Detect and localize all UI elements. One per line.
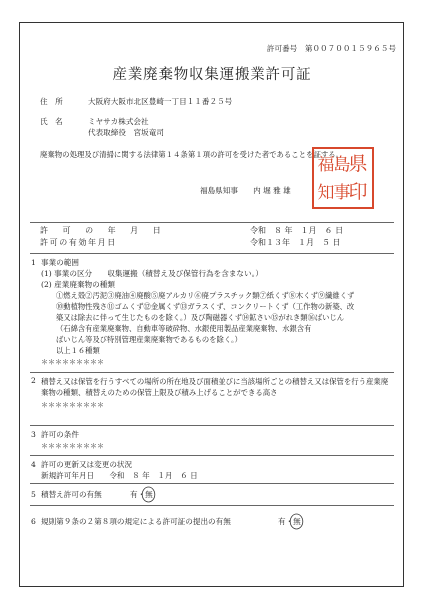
section1-heading: 事業の範囲	[41, 258, 79, 267]
section6-number: 6	[31, 517, 36, 526]
divider-section5	[30, 483, 394, 484]
issue-date-value: 令和 ８ 年 １月 ６ 日	[250, 226, 344, 235]
section3-heading: 許可の条件	[41, 430, 79, 439]
waste-types-heading: (2) 産業廃棄物の種類	[41, 280, 115, 289]
waste-types-total: 以上１６種類	[56, 346, 100, 355]
waste-types-line-1: ①燃え殻②汚泥③廃油④廃酸⑤廃アルカリ⑥廃プラスチック類⑦紙くず⑧木くず⑨繊維くず	[56, 291, 355, 300]
section5-number: 5	[31, 490, 36, 499]
company-name: ミヤサカ株式会社	[88, 117, 149, 126]
divider-section3	[30, 425, 394, 426]
transshipment-permission-label: 積替え許可の有無	[41, 490, 102, 499]
section4-heading: 許可の更新又は変更の状況	[41, 460, 133, 469]
section2-text: 積替え又は保管を行うすべての場所の所在地及び面積並びに当該場所ごとの積替え又は保管を行う産業廃棄物の種類、積替えのための保管上限及び積み上げることができる高さ	[41, 377, 389, 397]
section2-number: 2	[31, 376, 36, 385]
permit-number: 許可番号 第００７００１５９６５号	[266, 44, 396, 53]
section3-mask: ＊＊＊＊＊＊＊＊＊	[41, 442, 104, 450]
waste-types-line-3: 築又は除去に伴って生じたものを除く。）及び陶磁器くず⑭鉱さい⑮がれき類⑯ばいじん	[56, 313, 345, 322]
divider-section2	[30, 372, 394, 373]
svg-text:県: 県	[348, 153, 368, 175]
certificate-submission-label: 規則第９条の２第８項の規定による許可証の提出の有無	[41, 517, 231, 526]
business-category: (1) 事業の区分 収集運搬（積替え及び保管行為を含まない。）	[41, 269, 263, 278]
certification-statement: 廃棄物の処理及び清掃に関する法律第１４条第１項の許可を受けた者であることを証する。	[40, 150, 344, 159]
address-label: 住 所	[40, 97, 63, 106]
svg-text:印: 印	[348, 181, 368, 203]
expiry-date-value: 令和１３年 １月 ５ 日	[250, 238, 341, 247]
certificate-submission-value: 有・無	[278, 517, 301, 526]
address-value: 大阪府大阪市北区豊崎一丁目１１番２５号	[88, 97, 233, 106]
issue-date-label: 許 可 の 年 月 日	[40, 226, 167, 235]
issuer-title: 福島県知事 内 堀 雅 雄	[200, 186, 291, 195]
waste-types-line-5: ばいじん等及び特別管理産業廃棄物であるものを除く。）	[56, 335, 242, 344]
transshipment-permission-value: 有・無	[130, 490, 153, 499]
name-label: 氏 名	[40, 117, 63, 126]
svg-text:島: 島	[333, 155, 351, 175]
divider-section6	[30, 505, 394, 506]
svg-text:福: 福	[317, 155, 335, 175]
selected-circle-icon	[141, 486, 156, 503]
divider-section4	[30, 455, 394, 456]
waste-types-line-4: （石綿含有産業廃棄物、自動車等破砕物、水銀使用製品産業廃棄物、水銀含有	[56, 324, 312, 333]
svg-text:知: 知	[317, 183, 335, 203]
official-seal-icon	[311, 146, 375, 210]
section1-number: 1	[31, 258, 36, 267]
section2-mask: ＊＊＊＊＊＊＊＊＊	[41, 401, 104, 409]
certificate-title: 産業廃棄物収集運搬業許可証	[112, 67, 312, 83]
divider-top	[30, 222, 394, 223]
selected-circle-icon	[289, 513, 304, 530]
section3-number: 3	[31, 430, 36, 439]
new-permit-date: 新規許可年月日 令和 ８ 年 １月 ６ 日	[41, 471, 198, 480]
divider-dates	[30, 253, 394, 254]
section4-number: 4	[31, 460, 36, 469]
representative-name: 代表取締役 宮坂竜司	[88, 128, 164, 137]
section1-mask: ＊＊＊＊＊＊＊＊＊	[41, 358, 104, 366]
expiry-date-label: 許可の有効年月日	[40, 238, 117, 247]
svg-text:事: 事	[333, 183, 351, 203]
waste-types-line-2: ⑩動植物性残さ⑪ゴムくず⑫金属くず⑬ガラスくず、コンクリートくず（工作物の新築、改	[56, 302, 355, 311]
